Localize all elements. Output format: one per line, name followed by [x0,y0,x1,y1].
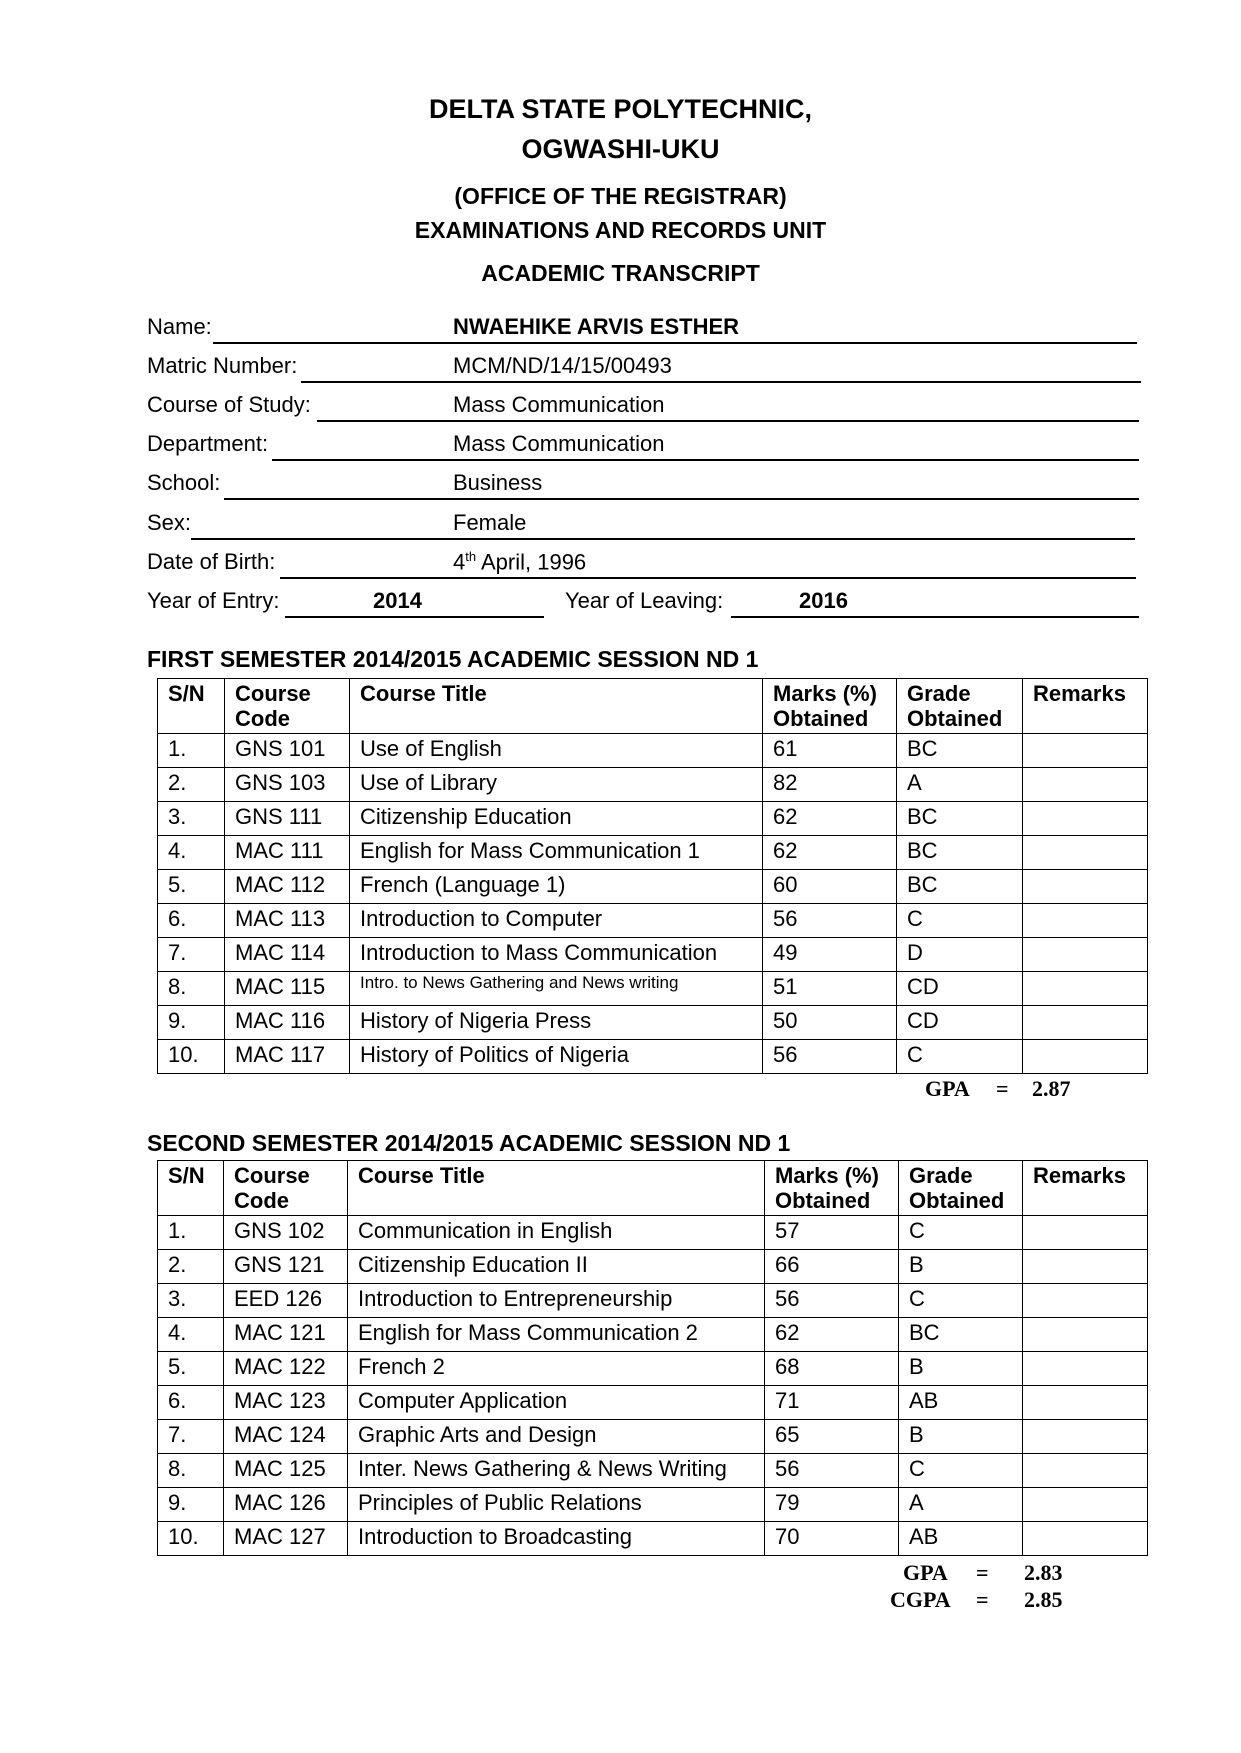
cell-grade: AB [899,1522,1023,1556]
cell-title: Introduction to Mass Communication [350,938,763,972]
cell-code: EED 126 [224,1284,348,1318]
cell-remarks [1023,1454,1148,1488]
col-header-marks: Marks (%) Obtained [765,1161,899,1216]
dob-rest: April, 1996 [476,549,587,574]
cell-marks: 60 [763,870,897,904]
table-row [158,1522,1148,1556]
office-heading: (OFFICE OF THE REGISTRAR) [454,183,787,209]
cell-grade: B [899,1420,1023,1454]
cell-remarks [1023,1522,1148,1556]
table-row [158,1386,1148,1420]
school-underline [224,498,1139,500]
col-header-marks: Marks (%) Obtained [763,679,897,734]
matric-underline [301,381,1141,383]
cell-grade: BC [897,836,1023,870]
leaving-year: 2016 [799,588,848,613]
cgpa-label: CGPA [890,1587,951,1612]
cell-sn: 8. [158,1454,224,1488]
cell-title: Introduction to Entrepreneurship [348,1284,765,1318]
entry-label: Year of Entry: [147,588,280,613]
cell-grade: A [897,768,1023,802]
cell-sn: 8. [158,972,225,1006]
col-header-code: Course Code [225,679,350,734]
cgpa-equals: = [976,1587,989,1612]
department-field [147,431,1147,461]
cell-sn: 2. [158,1250,224,1284]
cell-remarks [1023,1284,1148,1318]
cell-code: MAC 122 [224,1352,348,1386]
col-header-grade: Grade Obtained [899,1161,1023,1216]
cell-sn: 10. [158,1522,224,1556]
name-field [147,314,1147,344]
cell-title: Introduction to Broadcasting [348,1522,765,1556]
cell-grade: B [899,1250,1023,1284]
table-row [158,972,1148,1006]
cell-code: GNS 101 [225,734,350,768]
cell-code: MAC 117 [225,1040,350,1074]
cell-remarks [1023,1040,1148,1074]
cell-title: History of Politics of Nigeria [350,1040,763,1074]
cell-code: MAC 125 [224,1454,348,1488]
cell-remarks [1023,870,1148,904]
cell-remarks [1023,768,1148,802]
dob-suffix: th [465,548,477,564]
cell-code: GNS 102 [224,1216,348,1250]
cell-sn: 5. [158,1352,224,1386]
cell-remarks [1023,1318,1148,1352]
cell-title: Graphic Arts and Design [348,1420,765,1454]
document-title: ACADEMIC TRANSCRIPT [481,260,760,286]
sex-underline [191,538,1135,540]
table-row [158,1488,1148,1522]
cell-remarks [1023,972,1148,1006]
cell-grade: BC [899,1318,1023,1352]
cell-remarks [1023,1386,1148,1420]
cell-remarks [1023,1216,1148,1250]
school-field [147,470,1147,500]
department-value: Mass Communication [453,431,665,456]
cell-grade: BC [897,802,1023,836]
table-row [158,1318,1148,1352]
sex-value: Female [453,510,527,535]
cell-code: MAC 127 [224,1522,348,1556]
cell-marks: 49 [763,938,897,972]
name-underline [213,342,1137,344]
sex-label: Sex: [147,510,192,535]
course-field [147,392,1147,422]
cell-grade: BC [897,734,1023,768]
course-value: Mass Communication [453,392,665,417]
col-header-remarks: Remarks [1023,679,1148,734]
cell-title: Principles of Public Relations [348,1488,765,1522]
cell-marks: 62 [763,802,897,836]
cell-marks: 62 [763,836,897,870]
table-row [158,1454,1148,1488]
cell-marks: 50 [763,1006,897,1040]
dob-underline [280,577,1136,579]
cell-sn: 6. [158,1386,224,1420]
cell-sn: 4. [158,836,225,870]
table-header-row [158,1161,1148,1216]
cell-sn: 4. [158,1318,224,1352]
cell-title: Use of Library [350,768,763,802]
cell-marks: 66 [765,1250,899,1284]
course-underline [317,420,1139,422]
leaving-label: Year of Leaving: [565,588,724,613]
col-header-sn: S/N [158,679,225,734]
table-row [158,904,1148,938]
second-semester-table [157,1160,1148,1556]
cell-marks: 65 [765,1420,899,1454]
cell-title: French 2 [348,1352,765,1386]
col-header-sn: S/N [158,1161,224,1216]
cell-sn: 3. [158,1284,224,1318]
cell-grade: C [899,1284,1023,1318]
dob-day: 4 [453,549,466,574]
table-row [158,1040,1148,1074]
cell-grade: C [899,1216,1023,1250]
school-value: Business [453,470,543,495]
table-row [158,1006,1148,1040]
cgpa-row [890,1587,1083,1615]
years-field [147,588,1147,618]
cell-title: Intro. to News Gathering and News writing [350,972,763,1006]
cell-grade: C [897,904,1023,938]
cell-code: MAC 114 [225,938,350,972]
cell-marks: 70 [765,1522,899,1556]
cell-marks: 56 [765,1454,899,1488]
cell-sn: 9. [158,1488,224,1522]
matric-field [147,353,1147,383]
cgpa-value: 2.85 [1024,1587,1063,1612]
table-row [158,802,1148,836]
cell-remarks [1023,938,1148,972]
cell-grade: CD [897,1006,1023,1040]
table-row [158,836,1148,870]
gpa-value: 2.87 [1032,1076,1071,1101]
cell-sn: 7. [158,1420,224,1454]
name-label: Name: [147,314,212,339]
cell-marks: 56 [763,1040,897,1074]
cell-grade: CD [897,972,1023,1006]
cell-remarks [1023,836,1148,870]
dob-value [453,549,586,575]
cell-grade: C [899,1454,1023,1488]
cell-grade: D [897,938,1023,972]
cell-sn: 10. [158,1040,225,1074]
table-row [158,734,1148,768]
col-header-title: Course Title [350,679,763,734]
cell-title: Computer Application [348,1386,765,1420]
cell-sn: 1. [158,1216,224,1250]
col-header-grade: Grade Obtained [897,679,1023,734]
cell-sn: 7. [158,938,225,972]
first-semester-table [157,678,1148,1074]
cell-code: MAC 121 [224,1318,348,1352]
cell-marks: 51 [763,972,897,1006]
dob-label: Date of Birth: [147,549,276,574]
sex-field [147,510,1147,540]
cell-marks: 62 [765,1318,899,1352]
matric-label: Matric Number: [147,353,298,378]
cell-title: Citizenship Education [350,802,763,836]
cell-remarks [1023,802,1148,836]
cell-sn: 2. [158,768,225,802]
department-label: Department: [147,431,269,456]
cell-title: Use of English [350,734,763,768]
cell-code: MAC 124 [224,1420,348,1454]
cell-grade: B [899,1352,1023,1386]
cell-title: History of Nigeria Press [350,1006,763,1040]
second-semester-body [158,1216,1148,1556]
entry-year: 2014 [373,588,422,613]
table-row [158,938,1148,972]
cell-remarks [1023,734,1148,768]
cell-sn: 9. [158,1006,225,1040]
table-row [158,1216,1148,1250]
department-underline [272,459,1139,461]
cell-grade: A [899,1488,1023,1522]
cell-code: GNS 111 [225,802,350,836]
cell-title: Introduction to Computer [350,904,763,938]
cell-marks: 61 [763,734,897,768]
cell-code: MAC 116 [225,1006,350,1040]
cell-marks: 57 [765,1216,899,1250]
col-header-title: Course Title [348,1161,765,1216]
cell-remarks [1023,904,1148,938]
table-row [158,1250,1148,1284]
cell-remarks [1023,1420,1148,1454]
cell-remarks [1023,1488,1148,1522]
cell-sn: 5. [158,870,225,904]
col-header-remarks: Remarks [1023,1161,1148,1216]
cell-sn: 1. [158,734,225,768]
entry-underline [285,616,544,618]
cell-code: MAC 126 [224,1488,348,1522]
cell-sn: 3. [158,802,225,836]
first-semester-gpa [925,1076,1085,1104]
gpa-label: GPA [925,1076,970,1101]
unit-heading: EXAMINATIONS AND RECORDS UNIT [414,217,827,243]
cell-code: GNS 121 [224,1250,348,1284]
cell-marks: 56 [763,904,897,938]
second-semester-gpa [903,1560,1083,1588]
cell-title: English for Mass Communication 1 [350,836,763,870]
cell-title: Citizenship Education II [348,1250,765,1284]
table-row [158,870,1148,904]
table-row [158,1420,1148,1454]
cell-code: MAC 112 [225,870,350,904]
cell-marks: 71 [765,1386,899,1420]
course-label: Course of Study: [147,392,311,417]
cell-grade: BC [897,870,1023,904]
name-value: NWAEHIKE ARVIS ESTHER [453,314,740,339]
dob-field [147,549,1147,579]
cell-grade: AB [899,1386,1023,1420]
cell-marks: 79 [765,1488,899,1522]
gpa-equals: = [976,1560,989,1585]
second-semester-title: SECOND SEMESTER 2014/2015 ACADEMIC SESSION ND 1 [147,1130,791,1156]
cell-title: Inter. News Gathering & News Writing [348,1454,765,1488]
cell-marks: 56 [765,1284,899,1318]
leaving-underline [731,616,1139,618]
institution-name-line1: DELTA STATE POLYTECHNIC, [428,94,812,124]
cell-remarks [1023,1352,1148,1386]
cell-sn: 6. [158,904,225,938]
cell-marks: 68 [765,1352,899,1386]
cell-remarks [1023,1006,1148,1040]
cell-grade: C [897,1040,1023,1074]
first-semester-body [158,734,1148,1074]
table-row [158,768,1148,802]
gpa-label: GPA [903,1560,948,1585]
matric-value: MCM/ND/14/15/00493 [453,353,672,378]
col-header-code: Course Code [224,1161,348,1216]
school-label: School: [147,470,221,495]
gpa-value: 2.83 [1024,1560,1063,1585]
cell-title: French (Language 1) [350,870,763,904]
table-row [158,1284,1148,1318]
first-semester-title: FIRST SEMESTER 2014/2015 ACADEMIC SESSION ND 1 [147,646,759,672]
cell-remarks [1023,1250,1148,1284]
table-row [158,1352,1148,1386]
cell-code: MAC 123 [224,1386,348,1420]
cell-code: GNS 103 [225,768,350,802]
institution-name-line2: OGWASHI-UKU [521,134,720,164]
cell-code: MAC 113 [225,904,350,938]
cell-title: Communication in English [348,1216,765,1250]
cell-code: MAC 115 [225,972,350,1006]
gpa-equals: = [996,1076,1009,1101]
table-header-row [158,679,1148,734]
cell-code: MAC 111 [225,836,350,870]
cell-title: English for Mass Communication 2 [348,1318,765,1352]
cell-marks: 82 [763,768,897,802]
